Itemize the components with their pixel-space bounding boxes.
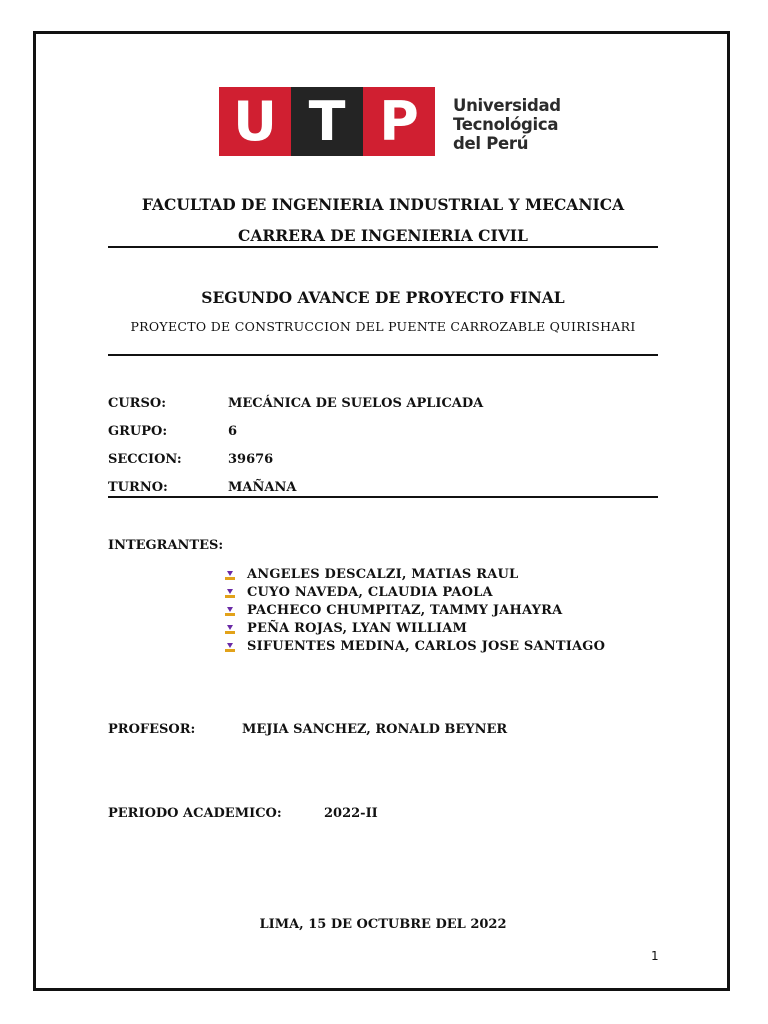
arrow-bullet-icon [224,643,236,652]
logo-text-line-1: Universidad [453,96,561,115]
arrow-bullet-icon [224,607,236,616]
field-shift-label: TURNO: [108,480,168,495]
member-name: ANGELES DESCALZI, MATIAS RAUL [247,567,519,582]
field-section-value: 39676 [228,452,274,467]
logo-letter-t: T [291,87,363,156]
field-course-value: MECÁNICA DE SUELOS APLICADA [228,396,484,411]
field-section-label: SECCION: [108,452,182,467]
professor-name: MEJIA SANCHEZ, RONALD BEYNER [242,722,508,737]
field-group-label: GRUPO: [108,424,168,439]
logo-letter-p: P [363,87,435,156]
divider-2 [108,354,658,356]
document-title: SEGUNDO AVANCE DE PROYECTO FINAL [201,288,565,307]
list-item [224,566,605,584]
period-label: PERIODO ACADEMICO: [108,806,282,821]
logo-text-line-2: Tecnológica [453,115,559,134]
field-course-label: CURSO: [108,396,166,411]
list-item [224,620,605,638]
divider-3 [108,496,658,498]
list-item [224,584,605,602]
list-item [224,602,605,620]
career-heading: CARRERA DE INGENIERIA CIVIL [238,226,528,245]
member-name: SIFUENTES MEDINA, CARLOS JOSE SANTIAGO [247,639,606,654]
field-shift-value: MAÑANA [228,480,297,495]
member-name: CUYO NAVEDA, CLAUDIA PAOLA [247,585,493,600]
list-item [224,638,605,656]
members-list [224,566,605,656]
period-value: 2022-II [324,806,378,821]
arrow-bullet-icon [224,571,236,580]
faculty-heading: FACULTAD DE INGENIERIA INDUSTRIAL Y MECANICA [141,195,625,214]
arrow-bullet-icon [224,625,236,634]
professor-label: PROFESOR: [108,722,196,737]
member-name: PACHECO CHUMPITAZ, TAMMY JAHAYRA [247,603,563,618]
member-name: PEÑA ROJAS, LYAN WILLIAM [247,621,468,636]
logo-text-line-3: del Perú [453,134,529,153]
project-title: PROYECTO DE CONSTRUCCION DEL PUENTE CARROZABLE QUIRISHARI [130,319,636,334]
page-number: 1 [651,949,659,963]
professor-row [108,722,508,737]
place-date: LIMA, 15 DE OCTUBRE DEL 2022 [259,917,507,932]
logo-university-name [453,87,561,156]
divider-1 [108,246,658,248]
period-row [108,806,378,821]
arrow-bullet-icon [224,589,236,598]
page-border [33,31,730,991]
members-title: INTEGRANTES: [108,538,224,553]
logo-letter-u: U [219,87,291,156]
utp-logo [219,87,561,156]
field-group-value: 6 [228,424,238,439]
